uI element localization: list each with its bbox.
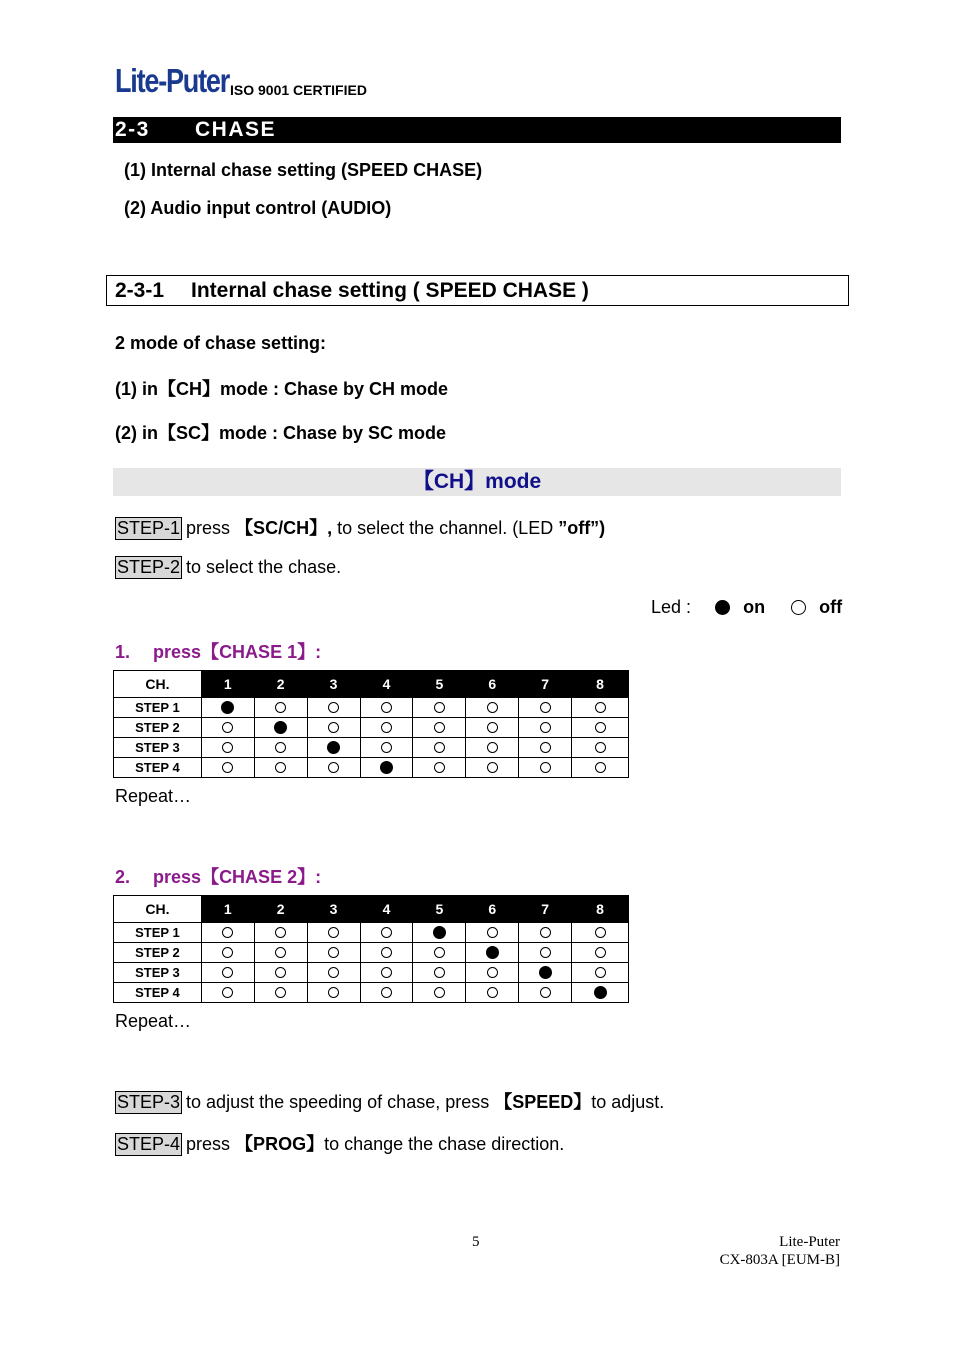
chase-1-heading [115, 638, 321, 664]
channel-cell [572, 718, 629, 738]
led-off-icon [434, 947, 445, 958]
step-1-line [115, 514, 605, 540]
channel-cell [413, 738, 466, 758]
channel-cell [201, 923, 254, 943]
channel-cell [360, 963, 413, 983]
led-off-icon [222, 967, 233, 978]
table-row [114, 923, 629, 943]
channel-cell [201, 758, 254, 778]
led-on-icon [380, 761, 393, 774]
step-2-tag: STEP-2 [117, 557, 181, 577]
table-row [114, 963, 629, 983]
section-item-1: (1) Internal chase setting (SPEED CHASE) [124, 160, 483, 180]
mode-ch-line: (1) in【CH】mode : Chase by CH mode [115, 379, 449, 399]
step-1-mid: to select the channel. (LED [337, 518, 559, 538]
led-off-icon [487, 927, 498, 938]
led-legend-label: Led : [651, 597, 692, 617]
channel-cell [572, 758, 629, 778]
column-header-8: 8 [572, 896, 629, 923]
column-header-8: 8 [572, 671, 629, 698]
led-off-icon [275, 987, 286, 998]
section-item-2: (2) Audio input control (AUDIO) [124, 198, 392, 218]
led-off-icon [595, 742, 606, 753]
table-row [114, 698, 629, 718]
channel-cell [307, 758, 360, 778]
channel-cell [201, 983, 254, 1003]
led-off-icon [540, 702, 551, 713]
row-label: STEP 2 [114, 943, 202, 963]
chase-1-number: 1. [115, 642, 131, 662]
column-header-4: 4 [360, 896, 413, 923]
mode-sc-line: (2) in【SC】mode : Chase by SC mode [115, 423, 447, 443]
step-4-key: 【PROG】 [235, 1134, 325, 1154]
channel-cell [519, 963, 572, 983]
led-off-label: off [819, 597, 843, 617]
channel-cell [413, 758, 466, 778]
column-header-6: 6 [466, 896, 519, 923]
led-on-icon [327, 741, 340, 754]
led-off-icon [381, 702, 392, 713]
column-header-5: 5 [413, 671, 466, 698]
led-off-icon [540, 927, 551, 938]
led-off-icon [434, 702, 445, 713]
step-3-tag: STEP-3 [117, 1092, 181, 1112]
led-off-icon [381, 722, 392, 733]
led-off-icon [275, 927, 286, 938]
subsection-header [106, 275, 849, 306]
led-off-icon [275, 762, 286, 773]
led-on-icon [433, 926, 446, 939]
led-on-icon [486, 946, 499, 959]
step-1-tag: STEP-1 [117, 518, 181, 538]
step-3-line [115, 1088, 664, 1114]
led-on-icon [221, 701, 234, 714]
table-row [114, 738, 629, 758]
row-label: STEP 1 [114, 923, 202, 943]
led-on-icon [594, 986, 607, 999]
table-row [114, 718, 629, 738]
led-off-icon [275, 947, 286, 958]
led-legend [651, 597, 842, 618]
channel-cell [413, 943, 466, 963]
channel-cell [466, 983, 519, 1003]
channel-cell [466, 738, 519, 758]
row-label: STEP 3 [114, 738, 202, 758]
step-4-post: to change the chase direction. [324, 1134, 565, 1154]
led-off-icon [434, 987, 445, 998]
led-off-icon [328, 967, 339, 978]
step-2-line [115, 556, 341, 579]
channel-cell [307, 963, 360, 983]
channel-cell [307, 983, 360, 1003]
led-off-icon [595, 967, 606, 978]
channel-cell [201, 963, 254, 983]
channel-cell [201, 943, 254, 963]
channel-cell [360, 698, 413, 718]
led-off-icon [275, 742, 286, 753]
led-off-icon [540, 987, 551, 998]
channel-cell [360, 943, 413, 963]
channel-cell [572, 698, 629, 718]
channel-cell [413, 963, 466, 983]
led-on-icon [274, 721, 287, 734]
chase-1-table [113, 670, 629, 778]
step-1-key: 【SC/CH】, [235, 518, 338, 538]
led-off-icon [328, 762, 339, 773]
brand-logo: Lite-Puter [115, 62, 229, 99]
led-off-icon [381, 927, 392, 938]
channel-cell [307, 738, 360, 758]
row-label: STEP 1 [114, 698, 202, 718]
section-number: 2-3 [115, 118, 150, 141]
subsection-number: 2-3-1 [115, 279, 165, 302]
led-off-icon [595, 947, 606, 958]
step-3-pre: to adjust the speeding of chase, press [186, 1092, 495, 1112]
column-header-ch: CH. [114, 896, 202, 923]
channel-cell [572, 923, 629, 943]
channel-cell [307, 718, 360, 738]
column-header-7: 7 [519, 896, 572, 923]
column-header-3: 3 [307, 671, 360, 698]
column-header-1: 1 [201, 671, 254, 698]
channel-cell [360, 758, 413, 778]
step-2-text: to select the chase. [186, 557, 342, 577]
subsection-title: Internal chase setting ( SPEED CHASE ) [191, 279, 589, 302]
channel-cell [254, 698, 307, 718]
column-header-4: 4 [360, 671, 413, 698]
channel-cell [254, 963, 307, 983]
channel-cell [466, 963, 519, 983]
column-header-1: 1 [201, 896, 254, 923]
channel-cell [466, 943, 519, 963]
channel-cell [360, 923, 413, 943]
channel-cell [413, 698, 466, 718]
led-off-icon [222, 987, 233, 998]
led-off-icon [328, 927, 339, 938]
led-off-icon [381, 987, 392, 998]
footer-model: CX-803A [EUM-B] [719, 1252, 840, 1268]
certification-label: ISO 9001 CERTIFIED [230, 82, 367, 98]
channel-cell [519, 923, 572, 943]
channel-cell [413, 983, 466, 1003]
led-off-icon [540, 762, 551, 773]
led-off-icon [222, 762, 233, 773]
channel-cell [572, 983, 629, 1003]
section-title: CHASE [195, 118, 277, 141]
channel-cell [307, 923, 360, 943]
led-off-icon [222, 742, 233, 753]
channel-cell [466, 698, 519, 718]
channel-cell [572, 738, 629, 758]
led-off-icon [791, 600, 806, 615]
column-header-2: 2 [254, 671, 307, 698]
row-label: STEP 4 [114, 758, 202, 778]
led-off-icon [595, 702, 606, 713]
led-off-icon [487, 762, 498, 773]
channel-cell [254, 718, 307, 738]
channel-cell [519, 943, 572, 963]
channel-cell [413, 718, 466, 738]
channel-cell [307, 943, 360, 963]
led-on-icon [715, 600, 730, 615]
modes-intro: 2 mode of chase setting: [115, 333, 327, 353]
column-header-7: 7 [519, 671, 572, 698]
step-3-key: 【SPEED】 [494, 1092, 592, 1112]
channel-cell [201, 718, 254, 738]
led-off-icon [381, 947, 392, 958]
led-off-icon [328, 702, 339, 713]
step-1-pre: press [186, 518, 236, 538]
chase-2-heading [115, 863, 321, 889]
channel-cell [466, 923, 519, 943]
led-off-icon [381, 742, 392, 753]
channel-cell [572, 963, 629, 983]
led-off-icon [540, 947, 551, 958]
led-off-icon [275, 967, 286, 978]
led-off-icon [434, 762, 445, 773]
led-off-icon [381, 967, 392, 978]
led-off-icon [487, 702, 498, 713]
table-row [114, 758, 629, 778]
channel-cell [254, 738, 307, 758]
channel-cell [360, 738, 413, 758]
step-3-post: to adjust. [591, 1092, 665, 1112]
led-off-icon [222, 947, 233, 958]
led-off-icon [328, 722, 339, 733]
column-header-5: 5 [413, 896, 466, 923]
channel-cell [360, 718, 413, 738]
channel-cell [466, 718, 519, 738]
channel-cell [201, 698, 254, 718]
channel-cell [519, 698, 572, 718]
led-off-icon [595, 927, 606, 938]
channel-cell [201, 738, 254, 758]
chase-2-number: 2. [115, 867, 131, 887]
channel-cell [360, 983, 413, 1003]
led-off-icon [487, 967, 498, 978]
led-off-icon [540, 722, 551, 733]
channel-cell [254, 923, 307, 943]
led-off-icon [595, 762, 606, 773]
led-off-icon [434, 742, 445, 753]
section-header [113, 117, 841, 143]
footer-brand: Lite-Puter [779, 1234, 840, 1250]
chase-2-label: press【CHASE 2】: [153, 867, 322, 887]
page-number: 5 [472, 1234, 480, 1250]
led-on-icon [539, 966, 552, 979]
led-off-icon [487, 742, 498, 753]
column-header-6: 6 [466, 671, 519, 698]
channel-cell [519, 983, 572, 1003]
chase-2-repeat: Repeat… [115, 1011, 192, 1031]
ch-mode-title: 【CH】mode [113, 468, 841, 496]
channel-cell [519, 718, 572, 738]
channel-cell [466, 758, 519, 778]
chase-1-repeat: Repeat… [115, 786, 192, 806]
column-header-3: 3 [307, 896, 360, 923]
led-off-icon [540, 742, 551, 753]
channel-cell [519, 738, 572, 758]
step-4-pre: press [186, 1134, 236, 1154]
row-label: STEP 2 [114, 718, 202, 738]
step-4-line [115, 1130, 564, 1156]
led-off-icon [328, 947, 339, 958]
led-off-icon [222, 722, 233, 733]
channel-cell [254, 983, 307, 1003]
channel-cell [519, 758, 572, 778]
led-off-icon [487, 987, 498, 998]
table-row [114, 943, 629, 963]
led-off-icon [434, 967, 445, 978]
channel-cell [307, 698, 360, 718]
channel-cell [254, 943, 307, 963]
step-1-led-state: ”off”) [558, 518, 606, 538]
channel-cell [572, 943, 629, 963]
column-header-ch: CH. [114, 671, 202, 698]
led-on-label: on [743, 597, 766, 617]
led-off-icon [328, 987, 339, 998]
led-off-icon [487, 722, 498, 733]
chase-2-table [113, 895, 629, 1003]
channel-cell [413, 923, 466, 943]
column-header-2: 2 [254, 896, 307, 923]
channel-cell [254, 758, 307, 778]
step-4-tag: STEP-4 [117, 1134, 181, 1154]
led-off-icon [275, 702, 286, 713]
row-label: STEP 4 [114, 983, 202, 1003]
led-off-icon [222, 927, 233, 938]
led-off-icon [595, 722, 606, 733]
table-row [114, 983, 629, 1003]
row-label: STEP 3 [114, 963, 202, 983]
chase-1-label: press【CHASE 1】: [153, 642, 322, 662]
led-off-icon [434, 722, 445, 733]
